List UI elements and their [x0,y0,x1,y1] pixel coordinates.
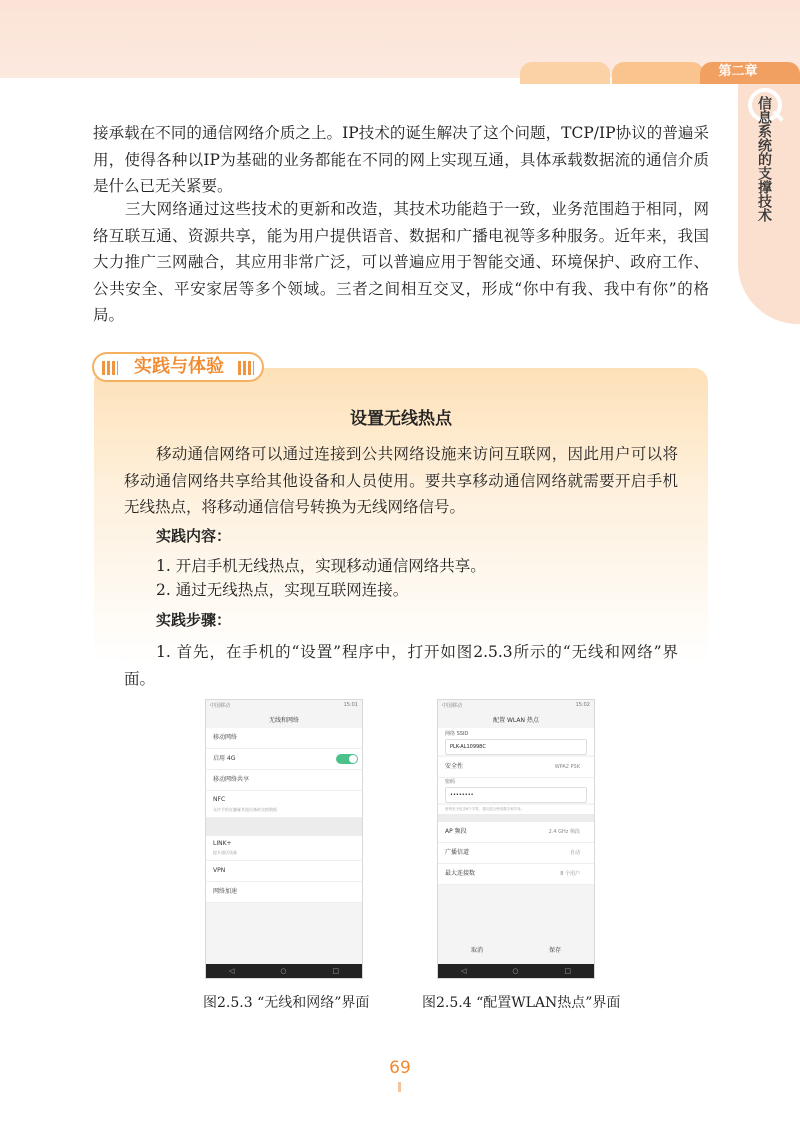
step-1: 1. 首先，在手机的“设置”程序中，打开如图2.5.3所示的“无线和网络”界面。 [124,643,678,688]
content-heading: 实践内容： [156,527,232,545]
divider [438,814,594,822]
stripes-icon [102,361,118,375]
figure-caption: 图2.5.3 “无线和网络”界面 [203,995,370,1011]
clock: 15:01 [343,702,358,708]
body-paragraph: 三大网络通过这些技术的更新和改造，其技术功能趋于一致，业务范围趋于相同，网络互联互通、资源共享，能为用户提供语音、数据和广播电视等多种服务。近年来，我国大力推广三网融合，其应用非常广泛，可以普遍应用于智能交通、环境保护、政府工作、公共安全、平安家居等多个领域。三者之间相互交叉，形成“你中有我、我中有你”的格局。 [93,200,709,324]
settings-row: 移动网络 [206,728,362,749]
settings-row: 启用 4G [206,749,362,770]
home-icon: ○ [280,967,287,975]
practice-label: 实践与体验 [134,356,224,377]
page-number: 69 [389,1058,411,1078]
ssid-input: PLK-AL10998C [445,739,587,755]
toggle-icon [336,754,358,764]
settings-row: 最大连接数 8 个用户 [438,864,594,885]
phone-screenshot-hotspot [437,699,595,979]
practice-title: 设置无线热点 [350,409,452,429]
recent-icon: □ [332,967,339,975]
carrier: 中国移动 [210,703,231,709]
header-tab [612,62,704,84]
settings-row: NFC 允许手机在触碰其他设备时交换数据 [206,791,362,818]
screen-title: 配置 WLAN 热点 [493,717,539,724]
header-tab [520,62,610,84]
settings-row: VPN [206,861,362,882]
nav-bar [206,964,362,978]
stripes-icon [238,361,254,375]
password-note: 密码至少包含8个字符，建议混合使用数字和字母。 [438,805,594,814]
body-paragraph: 接承载在不同的通信网络介质之上。IP技术的诞生解决了这个问题，TCP/IP协议的普遍采用，使得各种以IP为基础的业务都能在不同的网上实现互通，具体承载数据流的通信介质是什么已无关紧要。 [93,124,709,195]
save-button: 保存 [548,947,561,954]
carrier: 中国移动 [442,703,463,709]
content-item: 1. 开启手机无线热点，实现移动通信网络共享。 [156,557,486,575]
back-icon: ◁ [228,967,235,975]
back-icon: ◁ [460,967,467,975]
recent-icon: □ [564,967,571,975]
steps-heading: 实践步骤： [156,611,232,629]
password-input: •••••••• [445,787,587,803]
settings-row: 移动网络共享 [206,770,362,791]
figure-caption: 图2.5.4 “配置WLAN热点”界面 [422,995,621,1011]
cancel-button: 取消 [470,947,483,954]
phone-screenshot-wireless [205,699,363,979]
clock: 15:02 [575,702,590,708]
screen-title: 无线和网络 [268,717,299,724]
settings-row: 网络加速 [206,882,362,903]
status-bar [206,700,362,714]
settings-row: AP 频段 2.4 GHz 频段 [438,822,594,843]
practice-intro: 移动通信网络可以通过连接到公共网络设施来访问互联网，因此用户可以将移动通信网络共享给其他设备和人员使用。要共享移动通信网络就需要开启手机无线热点，将移动通信信号转换为无线网络信号。 [124,445,678,516]
chapter-label: 第二章 [718,64,758,79]
settings-row: LINK+ 提升通话质量 [206,836,362,861]
page-number-tick [398,1082,401,1092]
divider [206,818,362,836]
nav-bar [438,964,594,978]
settings-row: 安全性 WPA2 PSK [438,757,594,778]
side-section-title: 信息系统的支撑技术 [756,96,772,222]
content-item: 2. 通过无线热点，实现互联网连接。 [156,581,409,599]
ssid-label: 网络 SSID [445,731,469,737]
password-label: 密码 [445,779,456,785]
dialog-buttons [438,945,594,954]
home-icon: ○ [512,967,519,975]
settings-row: 广播信道 自动 [438,843,594,864]
status-bar [438,700,594,714]
